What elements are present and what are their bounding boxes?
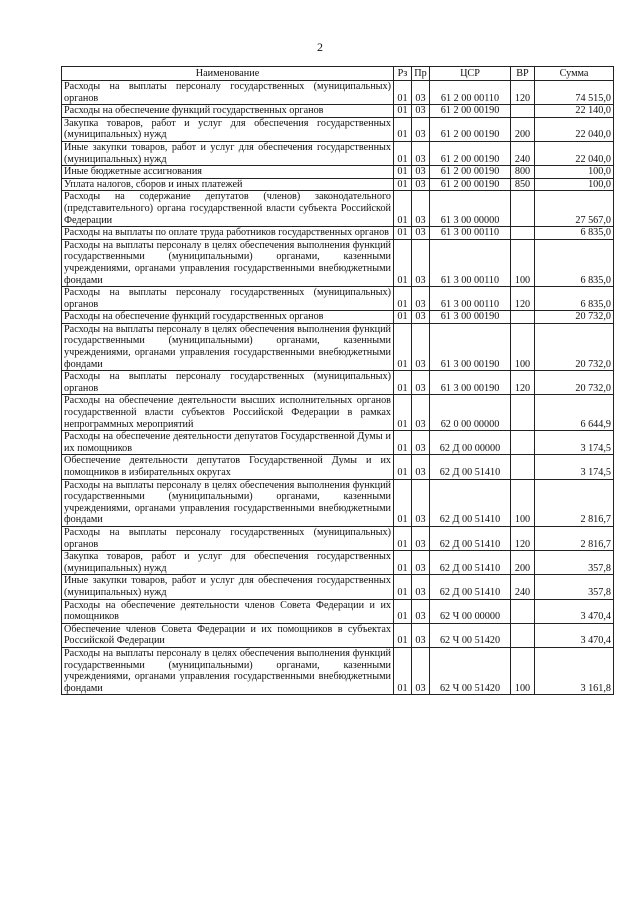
table-row	[62, 287, 614, 311]
cell-name: Расходы на выплаты персоналу в целях обеспечения выполнения функций государственными (муниципальными) органами, казенными учреждениями, органами управления государственными внебюджетными фондами	[62, 239, 394, 286]
cell-name: Закупка товаров, работ и услуг для обеспечения государственных (муниципальных) нужд	[62, 117, 394, 141]
header-pr: Пр	[412, 67, 430, 81]
cell-pr: 03	[412, 311, 430, 324]
table-row	[62, 455, 614, 479]
header-vr: ВР	[511, 67, 535, 81]
table-row	[62, 599, 614, 623]
cell-csr: 62 Д 00 51410	[430, 479, 511, 526]
cell-vr	[511, 191, 535, 227]
cell-csr: 61 3 00 00190	[430, 311, 511, 324]
table-row	[62, 105, 614, 118]
cell-rz: 01	[394, 239, 412, 286]
cell-vr: 200	[511, 117, 535, 141]
cell-pr: 03	[412, 166, 430, 179]
header-rz: Рз	[394, 67, 412, 81]
table-header-row	[62, 67, 614, 81]
cell-pr: 03	[412, 431, 430, 455]
cell-sum: 2 816,7	[535, 526, 614, 550]
cell-rz: 01	[394, 647, 412, 694]
cell-sum: 3 174,5	[535, 455, 614, 479]
cell-name: Иные закупки товаров, работ и услуг для обеспечения государственных (муниципальных) нужд	[62, 141, 394, 165]
cell-rz: 01	[394, 599, 412, 623]
cell-sum: 20 732,0	[535, 311, 614, 324]
cell-rz: 01	[394, 227, 412, 240]
cell-pr: 03	[412, 117, 430, 141]
cell-name: Расходы на обеспечение функций государственных органов	[62, 311, 394, 324]
cell-pr: 03	[412, 81, 430, 105]
table-row	[62, 623, 614, 647]
cell-vr: 120	[511, 526, 535, 550]
cell-vr: 200	[511, 551, 535, 575]
cell-vr: 120	[511, 371, 535, 395]
cell-pr: 03	[412, 479, 430, 526]
cell-pr: 03	[412, 371, 430, 395]
cell-csr: 62 Д 00 51410	[430, 455, 511, 479]
table-row	[62, 227, 614, 240]
table-row	[62, 551, 614, 575]
cell-csr: 61 2 00 00190	[430, 166, 511, 179]
cell-rz: 01	[394, 117, 412, 141]
cell-sum: 22 040,0	[535, 141, 614, 165]
cell-name: Расходы на выплаты персоналу в целях обеспечения выполнения функций государственными (муниципальными) органами, казенными учреждениями, органами управления государственными внебюджетными фондами	[62, 323, 394, 370]
cell-sum: 100,0	[535, 166, 614, 179]
table-row	[62, 311, 614, 324]
cell-sum: 6 835,0	[535, 287, 614, 311]
cell-name: Расходы на содержание депутатов (членов) законодательного (представительного) органа государственной власти субъекта Российской Федерации	[62, 191, 394, 227]
cell-csr: 62 Д 00 51410	[430, 526, 511, 550]
cell-sum: 3 174,5	[535, 431, 614, 455]
cell-vr: 800	[511, 166, 535, 179]
table-row	[62, 117, 614, 141]
cell-vr	[511, 227, 535, 240]
cell-csr: 61 3 00 00190	[430, 371, 511, 395]
cell-name: Расходы на обеспечение деятельности членов Совета Федерации и их помощников	[62, 599, 394, 623]
cell-vr: 100	[511, 479, 535, 526]
cell-name: Расходы на выплаты персоналу в целях обеспечения выполнения функций государственными (муниципальными) органами, казенными учреждениями, органами управления государственными внебюджетными фондами	[62, 479, 394, 526]
table-row	[62, 575, 614, 599]
cell-rz: 01	[394, 81, 412, 105]
cell-sum: 22 040,0	[535, 117, 614, 141]
cell-rz: 01	[394, 287, 412, 311]
cell-vr	[511, 431, 535, 455]
table-row	[62, 323, 614, 370]
cell-rz: 01	[394, 575, 412, 599]
header-csr: ЦСР	[430, 67, 511, 81]
cell-csr: 62 Ч 00 00000	[430, 599, 511, 623]
cell-pr: 03	[412, 526, 430, 550]
page-number: 2	[317, 40, 323, 54]
header-sum: Сумма	[535, 67, 614, 81]
cell-rz: 01	[394, 311, 412, 324]
cell-sum: 6 644,9	[535, 395, 614, 431]
cell-vr	[511, 105, 535, 118]
cell-rz: 01	[394, 178, 412, 191]
table-row	[62, 178, 614, 191]
cell-rz: 01	[394, 479, 412, 526]
cell-sum: 20 732,0	[535, 371, 614, 395]
cell-pr: 03	[412, 287, 430, 311]
cell-vr: 100	[511, 323, 535, 370]
cell-name: Закупка товаров, работ и услуг для обеспечения государственных (муниципальных) нужд	[62, 551, 394, 575]
table-row	[62, 166, 614, 179]
cell-rz: 01	[394, 395, 412, 431]
cell-pr: 03	[412, 227, 430, 240]
cell-pr: 03	[412, 395, 430, 431]
cell-sum: 357,8	[535, 575, 614, 599]
cell-csr: 62 Ч 00 51420	[430, 647, 511, 694]
cell-csr: 61 2 00 00190	[430, 117, 511, 141]
cell-sum: 100,0	[535, 178, 614, 191]
table-row	[62, 431, 614, 455]
cell-rz: 01	[394, 526, 412, 550]
table-row	[62, 141, 614, 165]
cell-csr: 61 2 00 00190	[430, 105, 511, 118]
cell-vr	[511, 311, 535, 324]
cell-sum: 357,8	[535, 551, 614, 575]
cell-name: Уплата налогов, сборов и иных платежей	[62, 178, 394, 191]
cell-sum: 6 835,0	[535, 227, 614, 240]
cell-rz: 01	[394, 551, 412, 575]
cell-rz: 01	[394, 623, 412, 647]
cell-name: Расходы на обеспечение деятельности депутатов Государственной Думы и их помощников	[62, 431, 394, 455]
cell-vr	[511, 599, 535, 623]
cell-rz: 01	[394, 141, 412, 165]
cell-name: Расходы на выплаты по оплате труда работников государственных органов	[62, 227, 394, 240]
cell-vr: 240	[511, 575, 535, 599]
table-row	[62, 647, 614, 694]
cell-pr: 03	[412, 623, 430, 647]
cell-vr: 100	[511, 239, 535, 286]
table-body	[62, 81, 614, 695]
cell-vr: 120	[511, 287, 535, 311]
table-row	[62, 81, 614, 105]
cell-vr	[511, 623, 535, 647]
cell-sum: 27 567,0	[535, 191, 614, 227]
cell-csr: 61 2 00 00190	[430, 141, 511, 165]
cell-sum: 74 515,0	[535, 81, 614, 105]
cell-pr: 03	[412, 239, 430, 286]
table-row	[62, 191, 614, 227]
table-row	[62, 239, 614, 286]
cell-csr: 61 3 00 00110	[430, 227, 511, 240]
cell-sum: 2 816,7	[535, 479, 614, 526]
cell-vr: 120	[511, 81, 535, 105]
cell-pr: 03	[412, 551, 430, 575]
cell-rz: 01	[394, 431, 412, 455]
cell-name: Расходы на выплаты персоналу в целях обеспечения выполнения функций государственными (муниципальными) органами, казенными учреждениями, органами управления государственными внебюджетными фондами	[62, 647, 394, 694]
cell-rz: 01	[394, 191, 412, 227]
cell-csr: 61 3 00 00190	[430, 323, 511, 370]
cell-csr: 62 Ч 00 51420	[430, 623, 511, 647]
cell-pr: 03	[412, 323, 430, 370]
cell-sum: 20 732,0	[535, 323, 614, 370]
cell-sum: 22 140,0	[535, 105, 614, 118]
cell-sum: 3 161,8	[535, 647, 614, 694]
cell-name: Расходы на выплаты персоналу государственных (муниципальных) органов	[62, 526, 394, 550]
cell-name: Иные бюджетные ассигнования	[62, 166, 394, 179]
cell-csr: 61 3 00 00110	[430, 239, 511, 286]
cell-vr	[511, 455, 535, 479]
cell-name: Обеспечение членов Совета Федерации и их помощников в субъектах Российской Федерации	[62, 623, 394, 647]
cell-csr: 62 Д 00 51410	[430, 575, 511, 599]
cell-name: Обеспечение деятельности депутатов Государственной Думы и их помощников в избирательных округах	[62, 455, 394, 479]
cell-vr: 850	[511, 178, 535, 191]
cell-pr: 03	[412, 575, 430, 599]
cell-rz: 01	[394, 166, 412, 179]
cell-name: Расходы на выплаты персоналу государственных (муниципальных) органов	[62, 81, 394, 105]
cell-csr: 61 2 00 00110	[430, 81, 511, 105]
cell-vr: 240	[511, 141, 535, 165]
cell-pr: 03	[412, 455, 430, 479]
cell-pr: 03	[412, 647, 430, 694]
cell-pr: 03	[412, 599, 430, 623]
cell-sum: 3 470,4	[535, 599, 614, 623]
cell-rz: 01	[394, 323, 412, 370]
cell-csr: 62 0 00 00000	[430, 395, 511, 431]
cell-name: Иные закупки товаров, работ и услуг для обеспечения государственных (муниципальных) нужд	[62, 575, 394, 599]
cell-csr: 61 3 00 00000	[430, 191, 511, 227]
cell-name: Расходы на обеспечение функций государственных органов	[62, 105, 394, 118]
cell-vr	[511, 395, 535, 431]
cell-sum: 6 835,0	[535, 239, 614, 286]
cell-pr: 03	[412, 191, 430, 227]
table-row	[62, 479, 614, 526]
cell-name: Расходы на выплаты персоналу государственных (муниципальных) органов	[62, 287, 394, 311]
table-row	[62, 371, 614, 395]
cell-rz: 01	[394, 455, 412, 479]
budget-table	[61, 66, 614, 695]
header-name: Наименование	[62, 67, 394, 81]
cell-rz: 01	[394, 371, 412, 395]
cell-csr: 61 3 00 00110	[430, 287, 511, 311]
cell-csr: 62 Д 00 51410	[430, 551, 511, 575]
cell-sum: 3 470,4	[535, 623, 614, 647]
cell-name: Расходы на выплаты персоналу государственных (муниципальных) органов	[62, 371, 394, 395]
cell-name: Расходы на обеспечение деятельности высших исполнительных органов государственной власти субъектов Российской Федерации в рамках непрограммных мероприятий	[62, 395, 394, 431]
cell-pr: 03	[412, 141, 430, 165]
cell-pr: 03	[412, 105, 430, 118]
cell-rz: 01	[394, 105, 412, 118]
cell-csr: 62 Д 00 00000	[430, 431, 511, 455]
cell-pr: 03	[412, 178, 430, 191]
cell-vr: 100	[511, 647, 535, 694]
table-row	[62, 395, 614, 431]
cell-csr: 61 2 00 00190	[430, 178, 511, 191]
table-row	[62, 526, 614, 550]
